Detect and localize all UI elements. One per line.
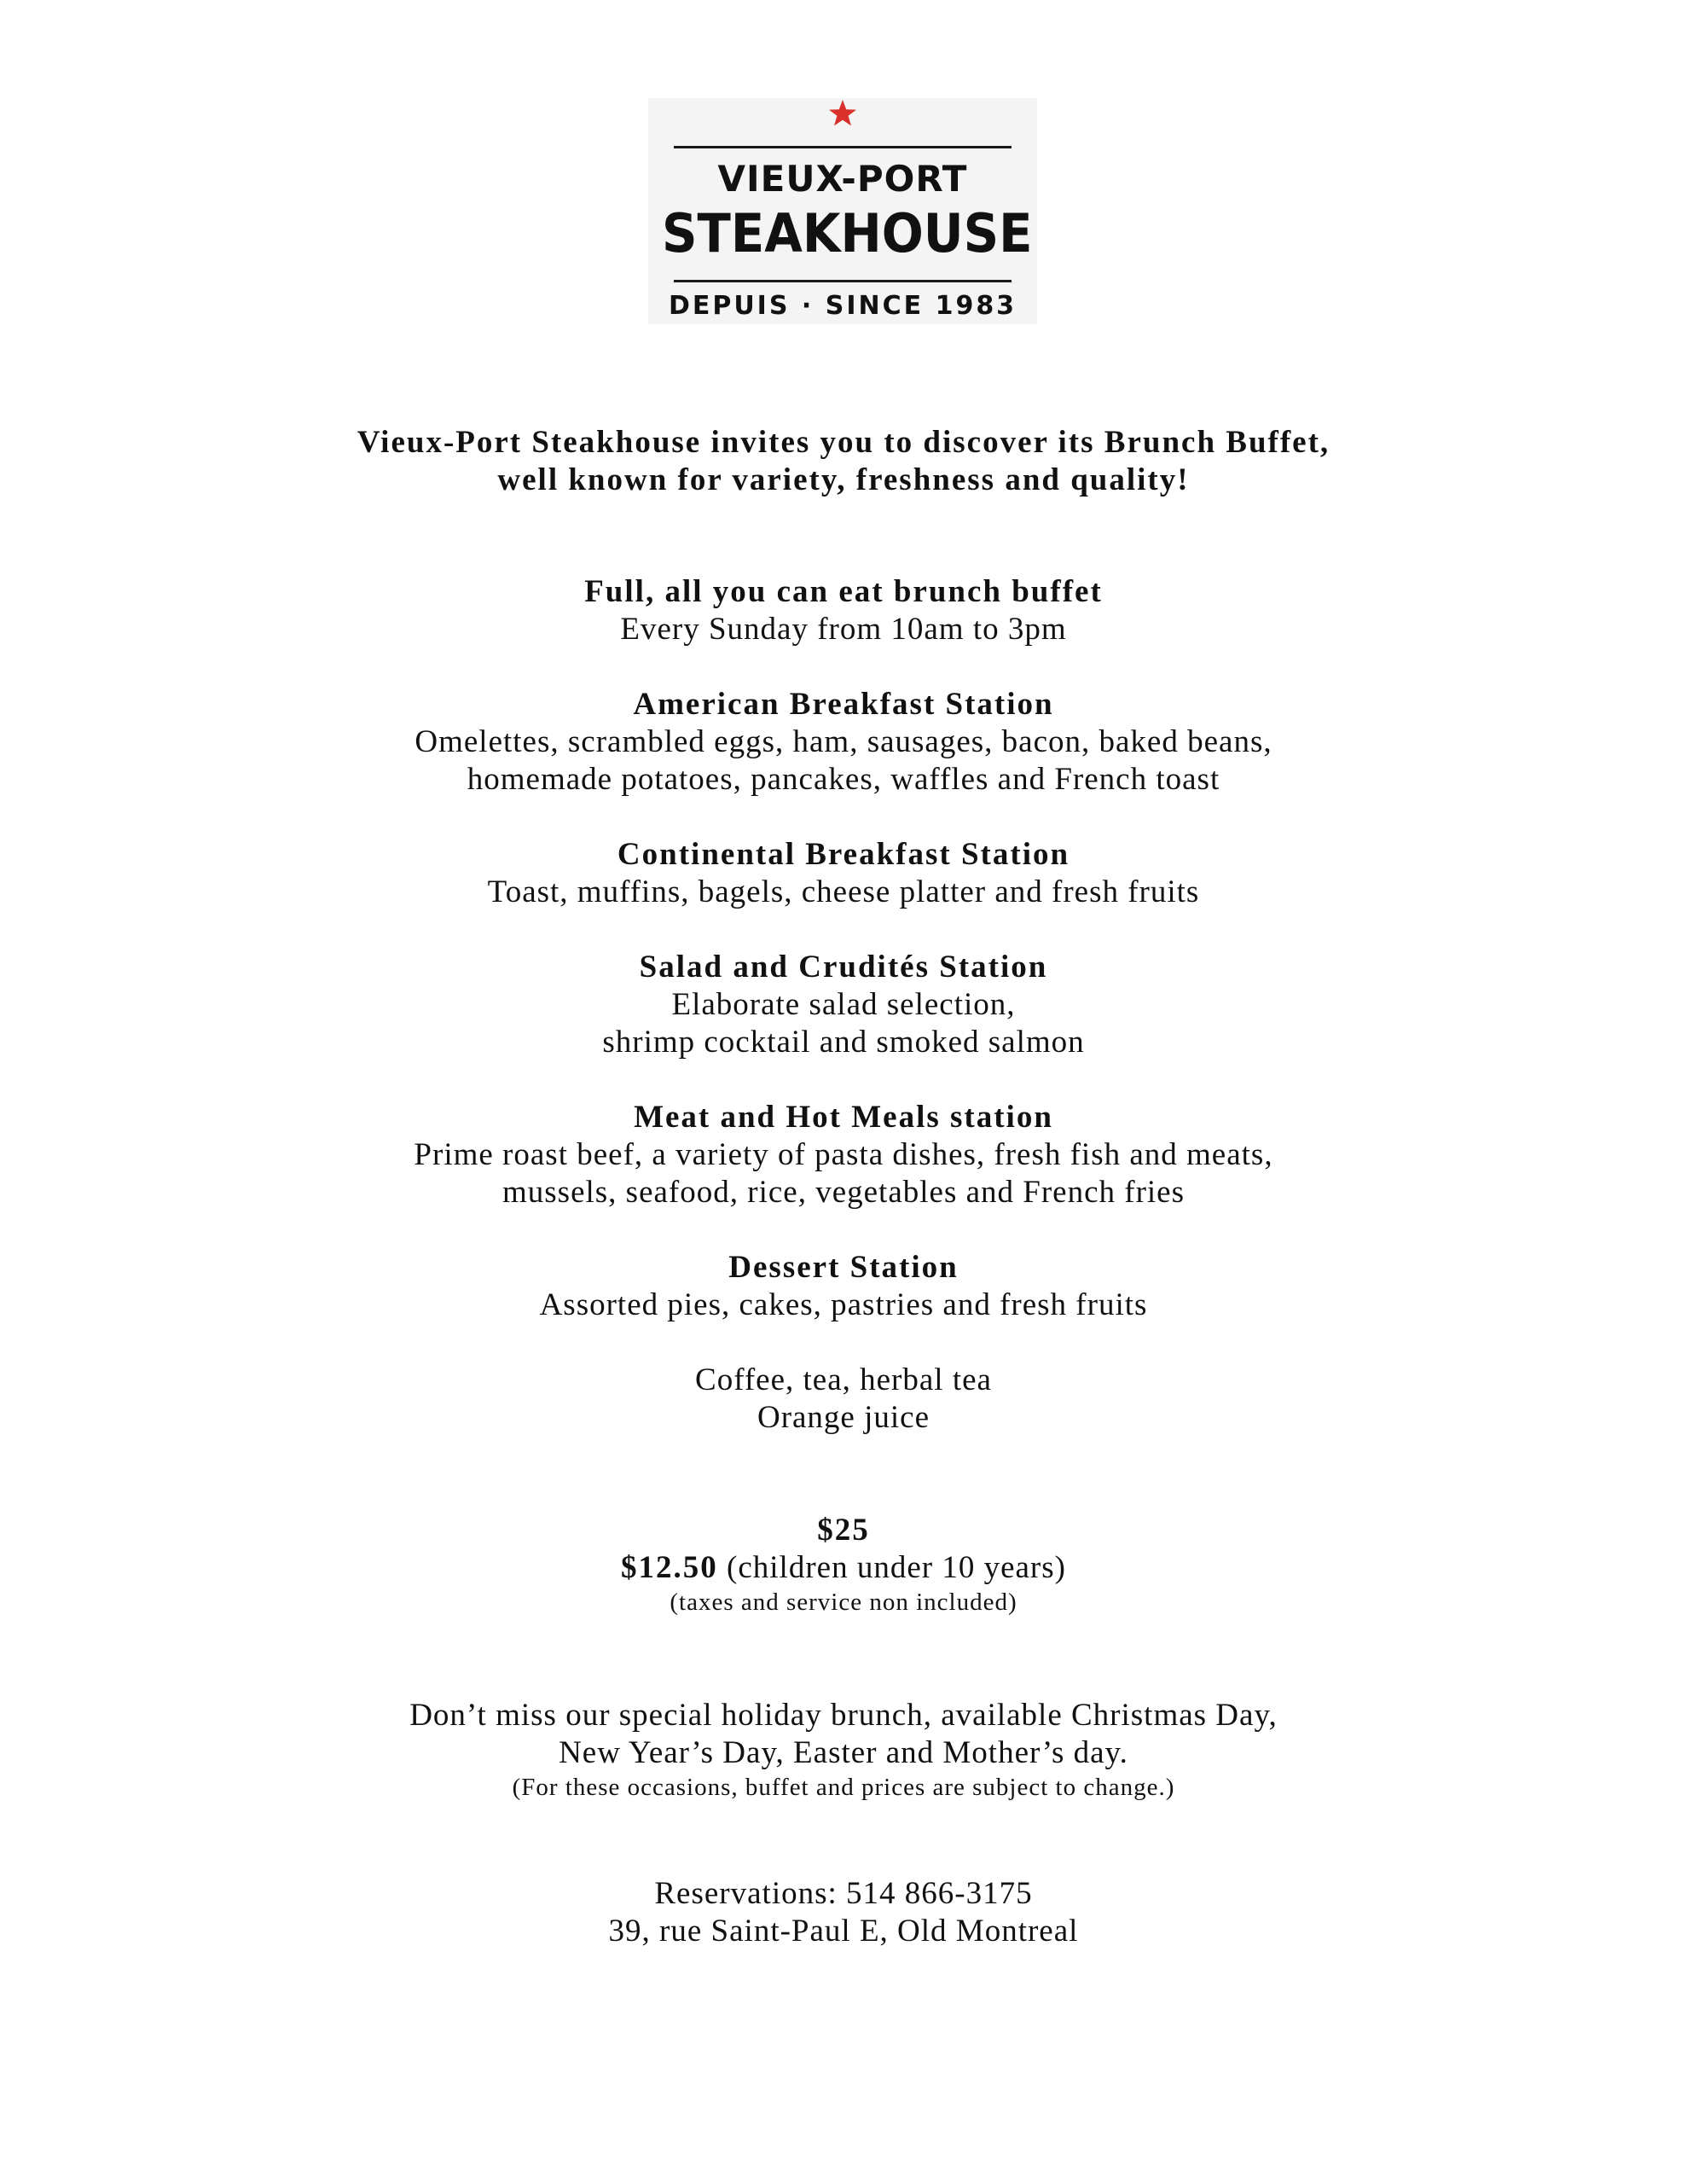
adult-price: $25 — [817, 1513, 870, 1548]
red-star-icon — [827, 98, 858, 129]
drinks-line-1: Coffee, tea, herbal tea — [695, 1362, 992, 1397]
station-line: mussels, seafood, rice, vegetables and French fries — [502, 1175, 1185, 1210]
logo-steakhouse-text: STEAKHOUSE — [661, 202, 1033, 264]
intro-line-2: well known for variety, freshness and quality! — [497, 462, 1190, 497]
station-line: Omelettes, scrambled eggs, ham, sausages, bacon, baked beans, — [415, 724, 1272, 759]
station-heading-meat: Meat and Hot Meals station — [634, 1100, 1053, 1135]
intro-line-1: Vieux-Port Steakhouse invites you to discover its Brunch Buffet, — [357, 425, 1330, 460]
child-price-line — [0, 1549, 1687, 1586]
station-line: Toast, muffins, bagels, cheese platter and fresh fruits — [487, 874, 1200, 909]
station-heading-american: American Breakfast Station — [633, 687, 1054, 722]
station-heading-dessert: Dessert Station — [728, 1250, 959, 1285]
buffet-heading: Full, all you can eat brunch buffet — [584, 574, 1103, 609]
address: 39, rue Saint-Paul E, Old Montreal — [608, 1914, 1079, 1949]
station-line: Assorted pies, cakes, pastries and fresh fruits — [539, 1287, 1148, 1322]
child-price: $12.50 — [621, 1550, 718, 1585]
buffet-hours: Every Sunday from 10am to 3pm — [620, 612, 1067, 647]
steakhouse-logo — [648, 98, 1037, 324]
holiday-line-1: Don’t miss our special holiday brunch, available Christmas Day, — [409, 1698, 1278, 1733]
taxes-note: (taxes and service non included) — [670, 1589, 1017, 1616]
station-line: Prime roast beef, a variety of pasta dishes, fresh fish and meats, — [414, 1137, 1273, 1172]
logo-bottom-rule — [674, 280, 1012, 282]
holiday-note: (For these occasions, buffet and prices are subject to change.) — [512, 1774, 1175, 1801]
logo-vieux-port-text: VIEUX-PORT — [717, 158, 968, 200]
logo-since-text: DEPUIS · SINCE 1983 — [668, 291, 1017, 321]
logo-top-rule — [674, 146, 1012, 148]
drinks-line-2: Orange juice — [757, 1400, 930, 1435]
station-heading-salad: Salad and Crudités Station — [639, 950, 1048, 985]
holiday-line-2: New Year’s Day, Easter and Mother’s day. — [559, 1735, 1128, 1770]
station-line: homemade potatoes, pancakes, waffles and French toast — [467, 762, 1220, 797]
station-line: shrimp cocktail and smoked salmon — [602, 1025, 1085, 1060]
reservations-phone: Reservations: 514 866-3175 — [654, 1876, 1033, 1911]
station-heading-continental: Continental Breakfast Station — [617, 837, 1070, 872]
station-line: Elaborate salad selection, — [671, 987, 1016, 1022]
child-price-note: (children under 10 years) — [727, 1550, 1066, 1585]
